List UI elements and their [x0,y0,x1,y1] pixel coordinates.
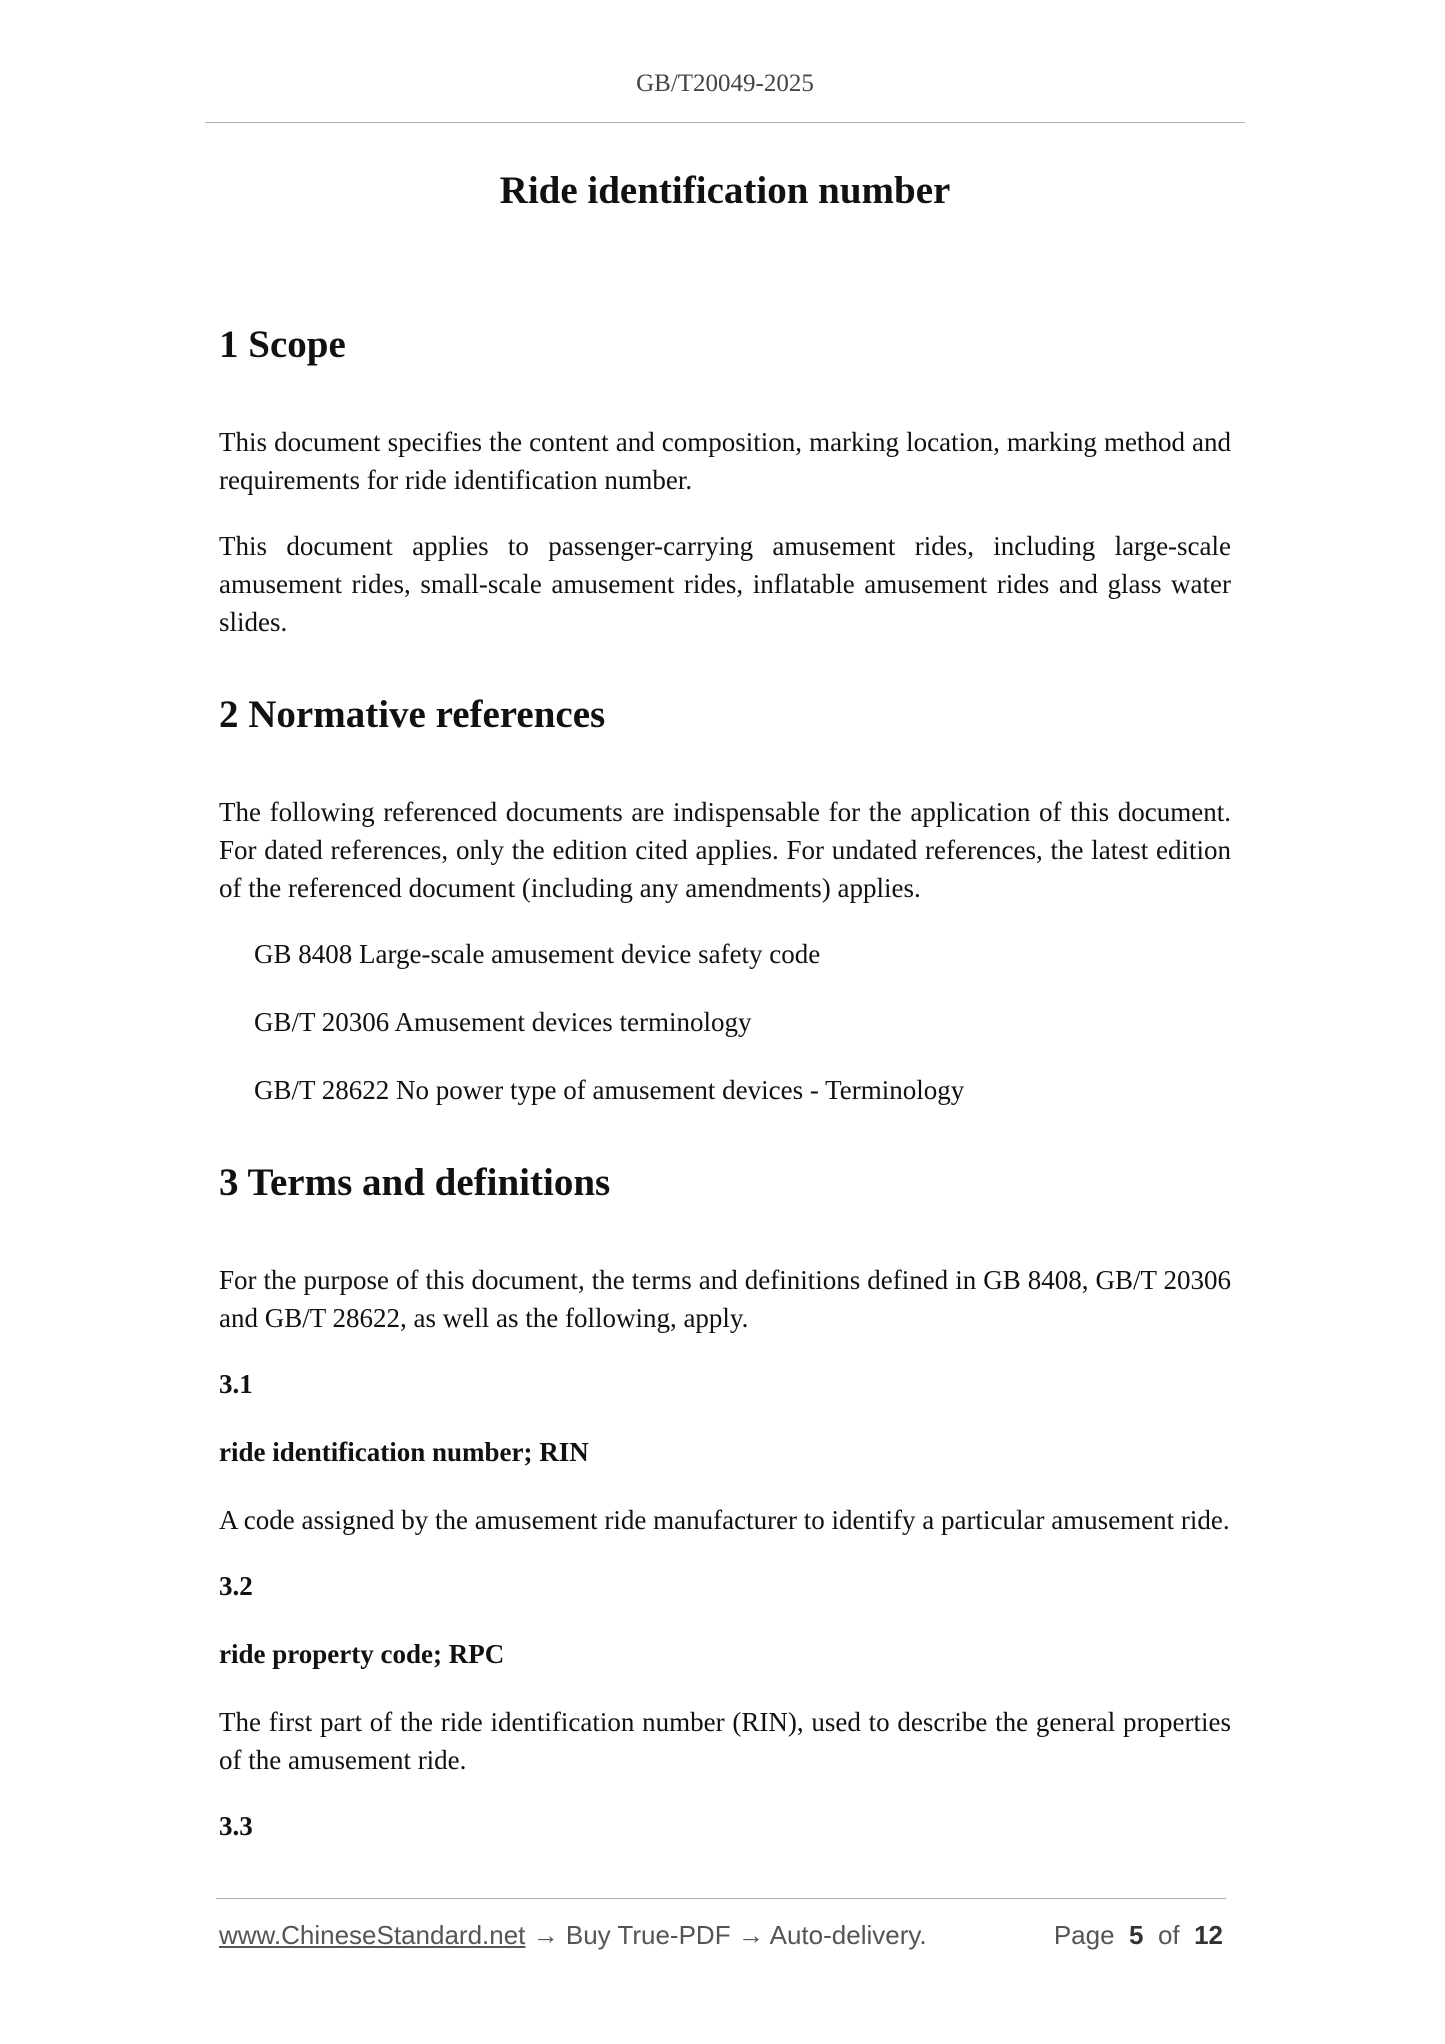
page-label: Page [1053,1920,1115,1950]
term-number: 3.1 [219,1369,253,1399]
page-current: 5 [1129,1920,1144,1950]
section-heading-scope: 1 Scope [219,323,346,366]
term-name: ride identification number; RIN [219,1437,589,1467]
website-link[interactable]: www.ChineseStandard.net [219,1920,526,1950]
section-heading-normative-references: 2 Normative references [219,693,606,736]
arrow-right-icon: → [532,1920,559,1950]
term-definition: The first part of the ride identification number (RIN), used to describe the general properties of the amusement ride. [219,1707,1231,1775]
footer-promo [219,1920,927,1951]
page-of: of [1157,1920,1180,1950]
reference-item: GB/T 28622 No power type of amusement devices - Terminology [254,1075,965,1105]
reference-item: GB/T 20306 Amusement devices terminology [254,1007,752,1037]
term-definition: A code assigned by the amusement ride manufacturer to identify a particular amusement ride. [219,1505,1230,1535]
arrow-right-icon: → [737,1920,764,1950]
reference-item: GB 8408 Large-scale amusement device safety code [254,939,821,969]
terms-intro-paragraph: For the purpose of this document, the terms and definitions defined in GB 8408, GB/T 20306 and GB/T 28622, as well as the following, apply. [219,1265,1231,1333]
page-total: 12 [1194,1920,1223,1950]
buy-text: Buy True-PDF [565,1920,731,1950]
footer-divider [216,1898,1226,1899]
section-normative-references [219,685,1231,1109]
document-body [219,315,1231,1875]
section-scope [219,315,1231,641]
header-divider [205,122,1245,123]
document-header-id: GB/T20049-2025 [636,70,814,97]
scope-paragraph-1: This document specifies the content and composition, marking location, marking method and requirements for ride identification number. [219,427,1231,495]
page-number [1054,1920,1223,1951]
term-name: ride property code; RPC [219,1639,505,1669]
term-number: 3.3 [219,1811,253,1841]
normative-paragraph: The following referenced documents are indispensable for the application of this document. For dated references, only the edition cited applies. For undated references, the latest edition of the referenced document (including any amendments) applies. [219,797,1231,903]
section-terms-definitions [219,1153,1231,1845]
page-title: Ride identification number [499,169,951,212]
section-heading-terms-definitions: 3 Terms and definitions [219,1161,611,1204]
page-footer [219,1920,1223,1954]
scope-paragraph-2: This document applies to passenger-carrying amusement rides, including large-scale amusement rides, small-scale amusement rides, inflatable amusement rides and glass water slides. [219,531,1231,637]
term-number: 3.2 [219,1571,253,1601]
delivery-text: Auto-delivery. [769,1920,927,1950]
